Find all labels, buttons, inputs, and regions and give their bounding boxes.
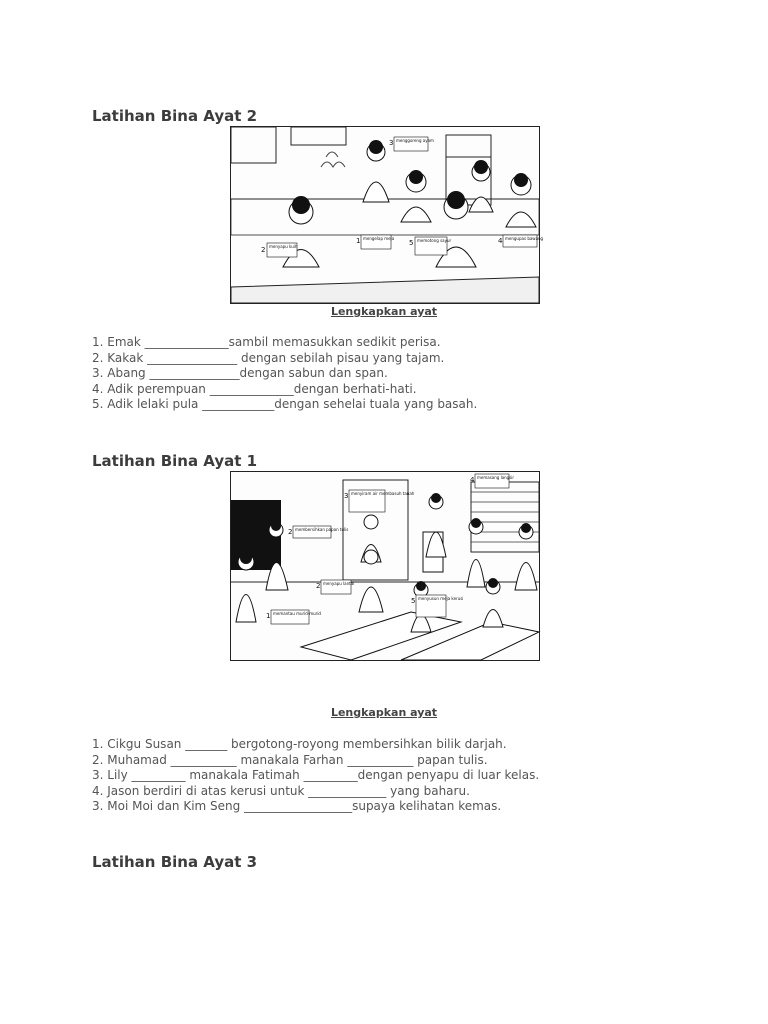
num-2: 2 <box>316 582 321 590</box>
label-pantau: memantau murid-murid <box>273 611 321 616</box>
num-3: 3 <box>389 139 394 147</box>
num-1: 1 <box>266 612 271 620</box>
list-item: 5. Adik lelaki pula ____________dengan sehelai tuala yang basah. <box>92 397 478 412</box>
label-lap: mengelap meja <box>363 236 395 241</box>
num-5: 5 <box>411 597 416 605</box>
num-2: 2 <box>288 528 293 536</box>
label-potong: memotong sayur <box>417 238 452 243</box>
list-item: 1. Emak ______________sambil memasukkan sedikit perisa. <box>92 335 441 349</box>
section-title-bina-ayat-1: Latihan Bina Ayat 1 <box>92 452 258 470</box>
kitchen-scene <box>231 127 544 303</box>
label-siram: menyiram air membasuh tanah <box>351 491 415 496</box>
label-kupas: mengupas bawang <box>505 236 544 241</box>
list-item: 1. Cikgu Susan _______ bergotong-royong membersihkan bilik darjah. <box>92 737 507 751</box>
label-goreng: menggoreng ayam <box>396 138 434 143</box>
list-item: 3. Lily _________ manakala Fatimah _________dengan penyapu di luar kelas. <box>92 768 540 783</box>
label-sapu-lantai: menyapu lantai <box>323 581 355 586</box>
kitchen-illustration <box>230 126 544 304</box>
list-item: 4. Jason berdiri di atas kerusi untuk _____________ yang baharu. <box>92 783 470 798</box>
label-langsir: memasang langsir <box>477 475 515 480</box>
subtitle-lengkapkan-2: Lengkapkan ayat <box>330 706 438 719</box>
classroom-scene <box>231 472 539 660</box>
classroom-illustration <box>230 471 540 661</box>
section-title-bina-ayat-2: Latihan Bina Ayat 2 <box>92 107 258 125</box>
num-5: 5 <box>409 239 414 247</box>
list-item: 2. Muhamad ___________ manakala Farhan ___________ papan tulis. <box>92 752 488 767</box>
label-sapu: menyapu kuih <box>269 244 298 249</box>
label-susun: menyusun meja kerusi <box>418 596 464 601</box>
num-2: 2 <box>261 246 266 254</box>
list-item: 3. Moi Moi dan Kim Seng __________________supaya kelihatan kemas. <box>92 799 502 814</box>
label-papan: membersihkan papan tulis <box>295 527 349 532</box>
subtitle-lengkapkan-1: Lengkapkan ayat <box>330 305 438 318</box>
section-title-bina-ayat-3: Latihan Bina Ayat 3 <box>92 853 258 871</box>
list-item: 3. Abang _______________dengan sabun dan span. <box>92 366 388 381</box>
sentence-list-1 <box>92 335 477 413</box>
num-4: 4 <box>498 237 503 245</box>
list-item: 2. Kakak _______________ dengan sebilah pisau yang tajam. <box>92 350 445 365</box>
sentence-list-2 <box>92 737 539 815</box>
num-3: 3 <box>344 492 349 500</box>
num-4: 4 <box>470 476 475 484</box>
list-item: 4. Adik perempuan ______________dengan berhati-hati. <box>92 381 417 396</box>
num-1: 1 <box>356 237 361 245</box>
